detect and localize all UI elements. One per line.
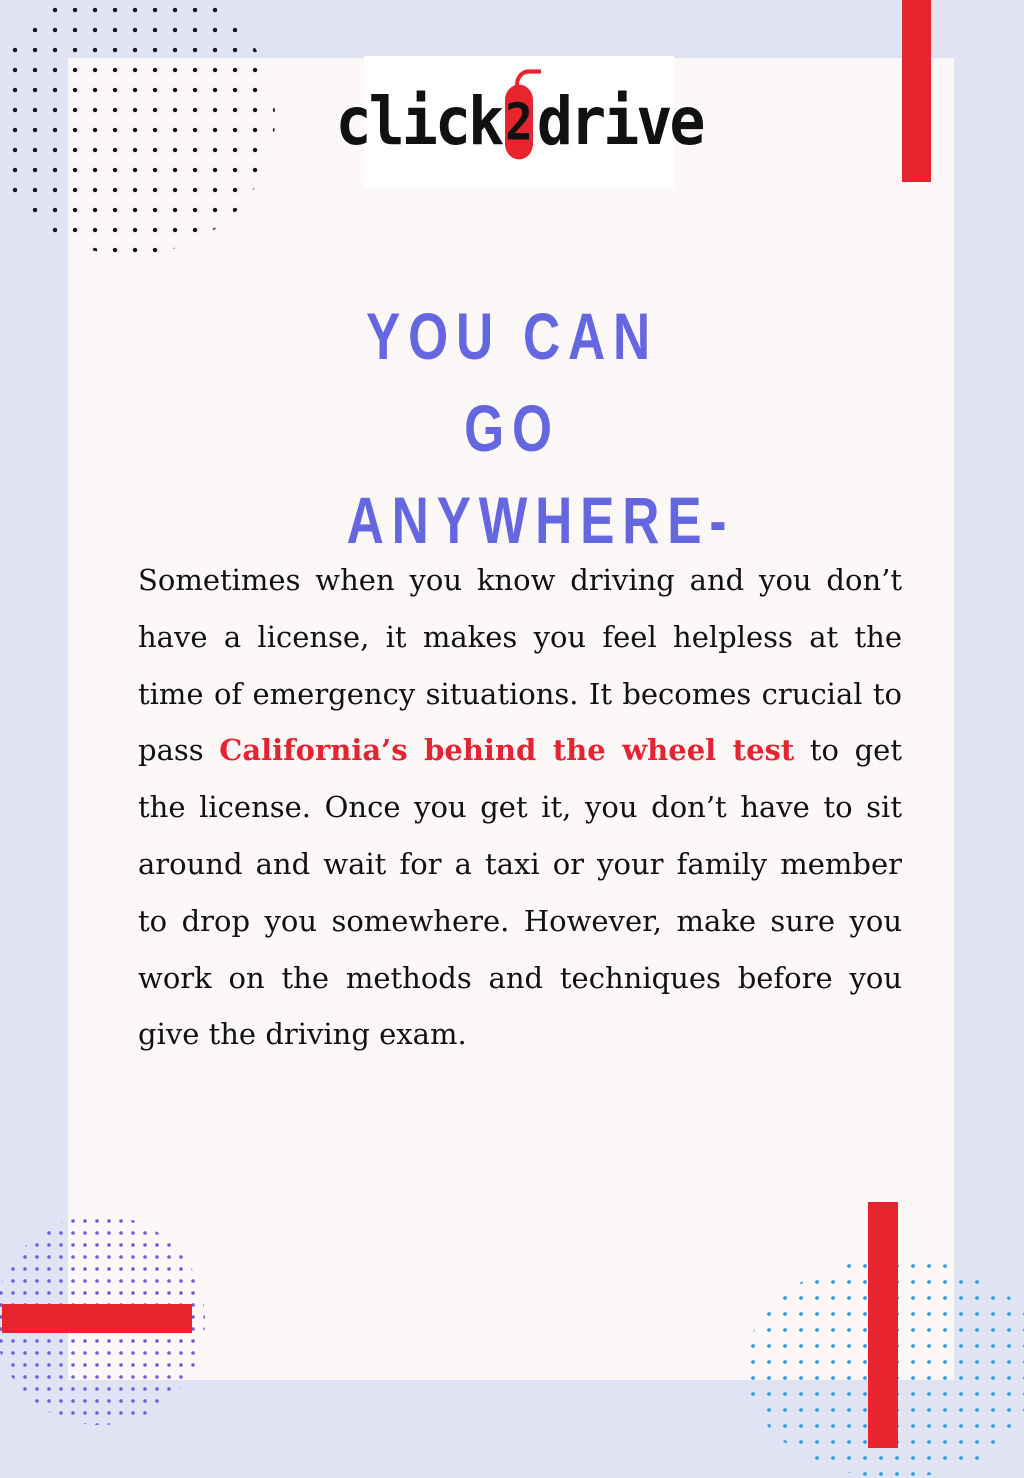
body-paragraph <box>138 552 902 1063</box>
page-title <box>346 290 735 566</box>
logo-digit: 2 <box>505 92 533 152</box>
mouse-cord-icon <box>515 69 541 91</box>
decorative-bar-top-right <box>902 0 931 182</box>
title-line-1: YOU CAN GO <box>365 299 658 465</box>
decorative-bar-bottom-left <box>2 1304 192 1333</box>
mouse-icon <box>505 85 533 160</box>
california-test-link[interactable]: California’s behind the wheel test <box>219 733 795 768</box>
logo-text-drive: drive <box>536 83 703 161</box>
decorative-bar-bottom-right <box>868 1202 898 1448</box>
logo-text-click: click <box>335 83 502 161</box>
title-line-2: ANYWHERE- <box>346 483 735 557</box>
paragraph-text-before-link: Sometimes when you know driving and you don’t have a license, it makes you feel helpless at the time of emergency situations. It becomes crucial to pass <box>138 563 902 768</box>
paragraph-text-after-link: to get the license. Once you get it, you don’t have to sit around and wait for a taxi or your family member to drop you somewhere. However, make sure you work on the methods and techniques before you give the driving exam. <box>138 733 902 1052</box>
brand-logo <box>335 56 703 188</box>
